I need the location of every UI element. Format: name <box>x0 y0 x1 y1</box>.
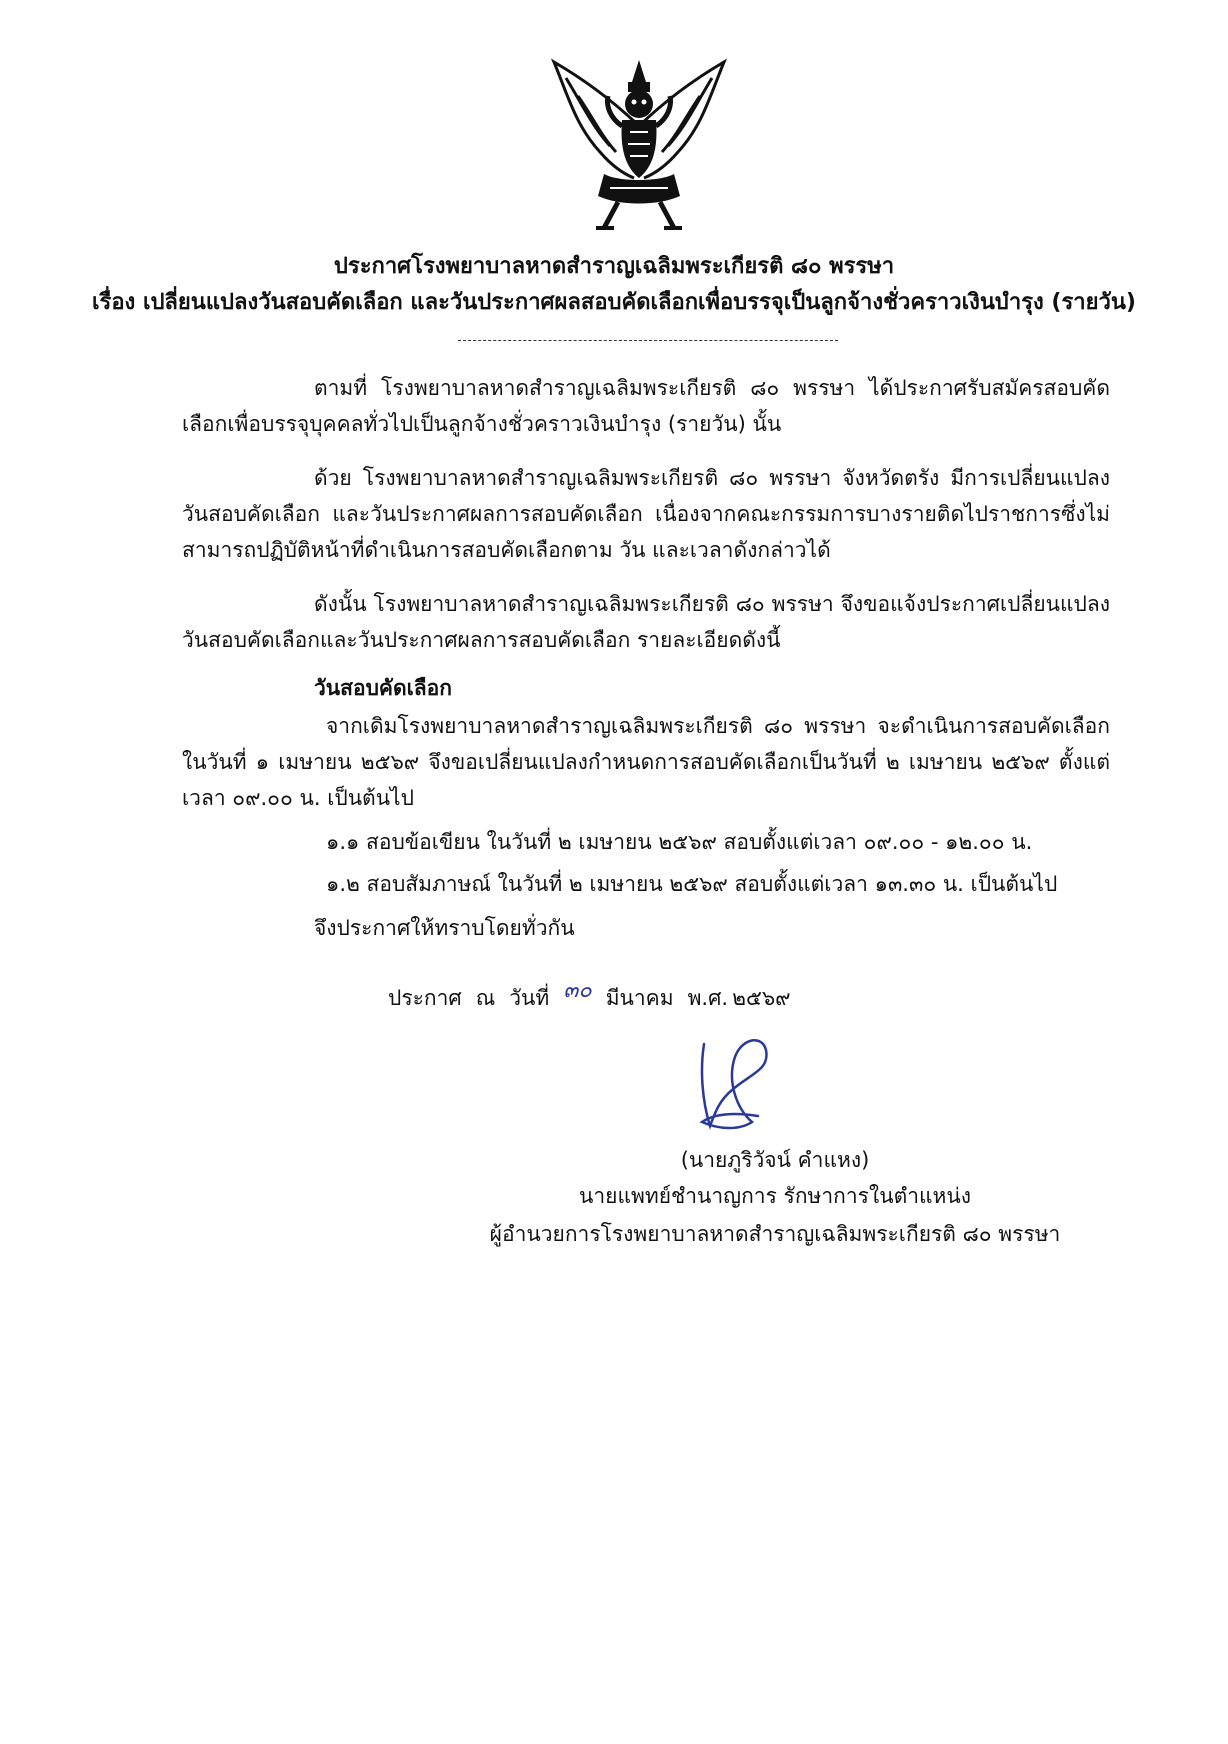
garuda-emblem-icon <box>548 56 730 232</box>
date-day-handwritten: ๓๐ <box>563 978 592 1003</box>
signatory-position: นายแพทย์ชำนาญการ รักษาการในตำแหน่ง <box>579 1184 971 1208</box>
signatory-title: ผู้อำนวยการโรงพยาบาลหาดสำราญเฉลิมพระเกียรติ ๘๐ พรรษา <box>489 1222 1061 1246</box>
paragraph-1-text: ตามที่ โรงพยาบาลหาดสำราญเฉลิมพระเกียรติ ๘๐ พรรษา ได้ประกาศรับสมัครสอบคัดเลือกเพื่อบรรจุบุคคลทั่วไปเป็นลูกจ้างชั่วคราวเงินบำรุง (รายวัน) นั้น <box>182 376 1110 436</box>
date-day-label: วันที่ <box>509 986 550 1010</box>
date-label: ประกาศ <box>388 986 462 1010</box>
document-title: ประกาศโรงพยาบาลหาดสำราญเฉลิมพระเกียรติ ๘๐ พรรษา <box>333 254 895 279</box>
date-at: ณ <box>475 986 496 1010</box>
announcement-date <box>388 980 805 1015</box>
date-era: พ.ศ. <box>687 986 729 1010</box>
paragraph-4 <box>182 708 1110 816</box>
paragraph-2 <box>182 460 1110 568</box>
paragraph-2-text: ด้วย โรงพยาบาลหาดสำราญเฉลิมพระเกียรติ ๘๐ พรรษา จังหวัดตรัง มีการเปลี่ยนแปลงวันสอบคัดเลือก และวันประกาศผลการสอบคัดเลือก เนื่องจากคณะกรรมการบางรายติดไปราชการซึ่งไม่สามารถปฏิบัติหน้าที่ดำเนินการสอบคัดเลือกตาม วัน และเวลาดังกล่าวได้ <box>182 466 1110 562</box>
title-divider <box>458 340 838 341</box>
closing-statement: จึงประกาศให้ทราบโดยทั่วกัน <box>314 916 575 940</box>
paragraph-4-text: จากเดิมโรงพยาบาลหาดสำราญเฉลิมพระเกียรติ ๘๐ พรรษา จะดำเนินการสอบคัดเลือกในวันที่ ๑ เมษายน ๒๕๖๙ จึงขอเปลี่ยนแปลงกำหนดการสอบคัดเลือกเป็นวันที่ ๒ เมษายน ๒๕๖๙ ตั้งแต่เวลา ๐๙.๐๐ น. เป็นต้นไป <box>182 714 1110 810</box>
paragraph-1 <box>182 370 1110 442</box>
schedule-item-interview: ๑.๒ สอบสัมภาษณ์ ในวันที่ ๒ เมษายน ๒๕๖๙ สอบตั้งแต่เวลา ๑๓.๓๐ น. เป็นต้นไป <box>326 872 1058 896</box>
schedule-item-written: ๑.๑ สอบข้อเขียน ในวันที่ ๒ เมษายน ๒๕๖๙ สอบตั้งแต่เวลา ๐๙.๐๐ - ๑๒.๐๐ น. <box>326 830 1033 854</box>
signature-icon <box>680 1030 790 1140</box>
date-year: ๒๕๖๙ <box>732 986 791 1010</box>
paragraph-3 <box>182 586 1110 658</box>
signatory-name: (นายภูริวัจน์ คำแหง) <box>680 1148 870 1172</box>
paragraph-3-text: ดังนั้น โรงพยาบาลหาดสำราญเฉลิมพระเกียรติ ๘๐ พรรษา จึงขอแจ้งประกาศเปลี่ยนแปลงวันสอบคัดเลือกและวันประกาศผลการสอบคัดเลือก รายละเอียดดังนี้ <box>182 592 1110 652</box>
date-month: มีนาคม <box>605 986 674 1010</box>
section-heading: วันสอบคัดเลือก <box>314 676 452 700</box>
document-subject: เรื่อง เปลี่ยนแปลงวันสอบคัดเลือก และวันประกาศผลสอบคัดเลือกเพื่อบรรจุเป็นลูกจ้างชั่วคราวเงินบำรุง (รายวัน) <box>92 290 1136 315</box>
